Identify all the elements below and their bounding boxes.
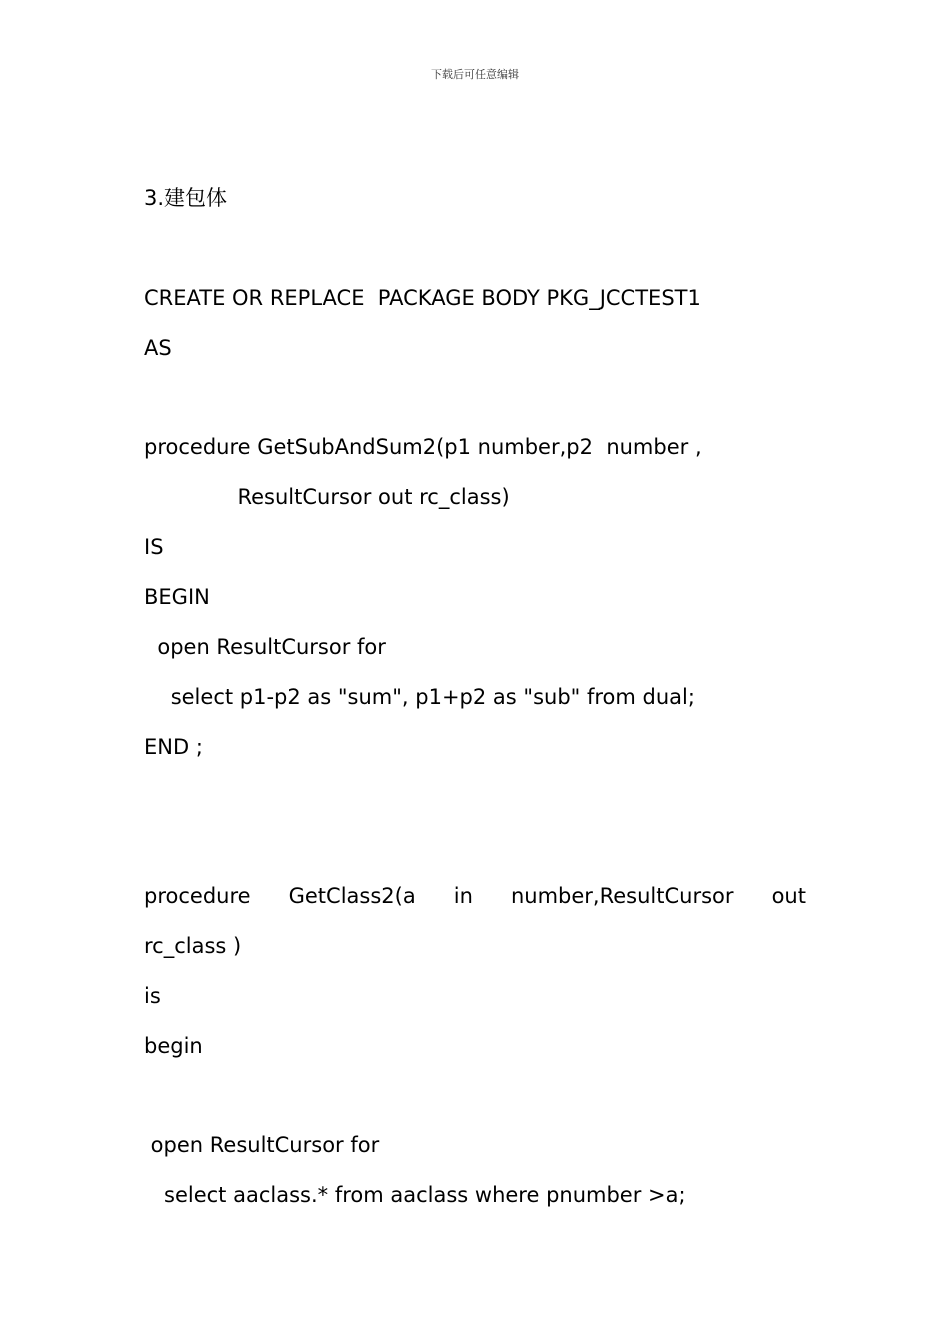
code-as-line: AS	[144, 336, 172, 360]
code-proc1-select: select p1-p2 as "sum", p1+p2 as "sub" from dual;	[144, 685, 695, 709]
code-proc2-is: is	[144, 984, 161, 1008]
code-proc2-begin: begin	[144, 1034, 203, 1058]
code-proc1-is: IS	[144, 535, 164, 559]
code-proc1-begin: BEGIN	[144, 585, 210, 609]
section-heading: 3.建包体	[144, 186, 228, 210]
code-proc2-signature	[144, 883, 806, 909]
code-proc2-signature-cont: rc_class )	[144, 934, 242, 958]
code-proc1-signature-cont: ResultCursor out rc_class)	[144, 485, 510, 509]
code-word: procedure	[144, 884, 251, 908]
code-proc1-end: END ;	[144, 735, 203, 759]
code-word: GetClass2(a	[288, 884, 416, 908]
code-word: number,ResultCursor	[510, 884, 734, 908]
code-proc1-signature: procedure GetSubAndSum2(p1 number,p2 number ,	[144, 435, 702, 459]
code-proc1-open: open ResultCursor for	[144, 635, 386, 659]
code-proc2-select: select aaclass.* from aaclass where pnumber >a;	[144, 1183, 686, 1207]
header-note: 下载后可任意编辑	[431, 68, 519, 81]
code-word: in	[453, 884, 473, 908]
code-create-line: CREATE OR REPLACE PACKAGE BODY PKG_JCCTEST1	[144, 286, 701, 310]
code-word: out	[771, 884, 806, 908]
code-proc2-open: open ResultCursor for	[144, 1133, 380, 1157]
